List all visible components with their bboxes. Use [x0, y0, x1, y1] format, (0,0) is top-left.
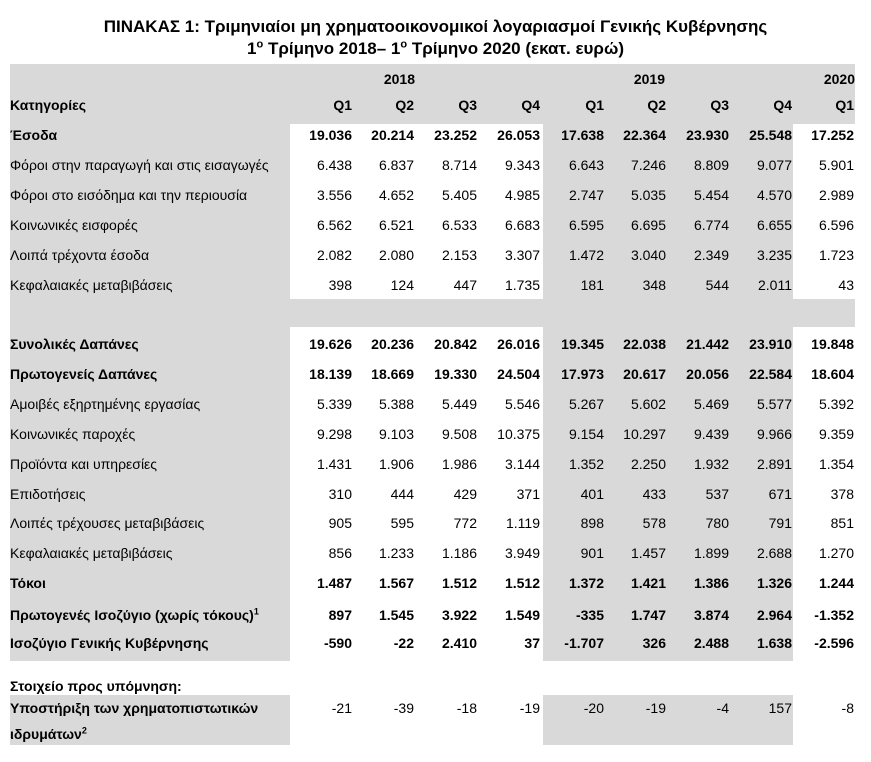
table-cell: 1.545 [378, 607, 414, 623]
table-cell: 378 [830, 486, 854, 502]
table-cell: 898 [580, 515, 604, 531]
table-cell: 17.973 [561, 366, 604, 382]
table-cell: 595 [390, 515, 414, 531]
table-cell: 19.345 [561, 336, 604, 352]
table-cell: 19.848 [811, 336, 854, 352]
table-cell: 6.595 [568, 217, 604, 233]
table-cell: 1.186 [441, 545, 477, 561]
table-cell: 1.567 [378, 575, 414, 591]
table-cell: 18.604 [811, 366, 854, 382]
shade-separator-band [290, 299, 855, 327]
memo-cell: -39 [393, 700, 414, 716]
table-cell: 10.375 [497, 426, 540, 442]
table-cell: 2.891 [756, 456, 792, 472]
memo-cell: -4 [716, 700, 729, 716]
row-label: Φόροι στην παραγωγή και στις εισαγωγές [10, 157, 269, 173]
table-cell: 18.669 [371, 366, 414, 382]
row-label: Συνολικές Δαπάνες [10, 336, 139, 352]
table-cell: -1.707 [564, 635, 604, 651]
memo-cell: -19 [645, 700, 666, 716]
table-cell: 1.549 [504, 607, 540, 623]
table-cell: 1.372 [568, 575, 604, 591]
memo-values-row [0, 693, 871, 723]
table-row [0, 449, 871, 479]
table-cell: 6.683 [504, 217, 540, 233]
table-cell: 6.643 [568, 157, 604, 173]
table-cell: 124 [390, 277, 414, 293]
table-cell: 1.472 [568, 247, 604, 263]
table-cell: 5.267 [568, 396, 604, 412]
table-cell: 23.910 [749, 336, 792, 352]
table-cell: 5.901 [818, 157, 854, 173]
row-label: Λοιπά τρέχοντα έσοδα [10, 247, 150, 263]
table-cell: 578 [642, 515, 666, 531]
memo-cell: -21 [331, 700, 352, 716]
table-cell: 1.986 [441, 456, 477, 472]
table-row [0, 600, 871, 630]
table-row [0, 389, 871, 419]
memo-cell: -18 [456, 700, 477, 716]
table-cell: 371 [516, 486, 540, 502]
memo-label-line1: Υποστήριξη των χρηματοπιστωτικών [10, 700, 259, 716]
table-cell: 6.774 [693, 217, 729, 233]
table-cell: 2.747 [568, 187, 604, 203]
table-cell: 2.080 [378, 247, 414, 263]
row-label: Πρωτογενείς Δαπάνες [10, 366, 158, 382]
row-label: Φόροι στο εισόδημα και την περιουσία [10, 187, 248, 203]
table-row [0, 568, 871, 598]
row-label: Ισοζύγιο Γενικής Κυβέρνησης [10, 635, 209, 651]
row-label: Επιδοτήσεις [10, 486, 86, 502]
table-cell: 772 [453, 515, 477, 531]
quarter-header: Q4 [521, 97, 540, 113]
table-cell: 10.297 [623, 426, 666, 442]
table-cell: 897 [328, 607, 352, 623]
table-cell: 851 [830, 515, 854, 531]
table-cell: 21.442 [686, 336, 729, 352]
table-cell: 6.438 [316, 157, 352, 173]
table-cell: 310 [328, 486, 352, 502]
table-cell: 20.214 [371, 127, 414, 143]
table-cell: 3.144 [504, 456, 540, 472]
row-label: Τόκοι [10, 575, 46, 591]
row-label: Κοινωνικές εισφορές [10, 217, 138, 233]
row-label: Έσοδα [10, 127, 58, 143]
table-cell: 1.932 [693, 456, 729, 472]
table-cell: 9.103 [378, 426, 414, 442]
table-row [0, 210, 871, 240]
table-cell: 4.985 [504, 187, 540, 203]
table-cell: 9.077 [756, 157, 792, 173]
table-cell: 1.735 [504, 277, 540, 293]
year-2019: 2019 [633, 71, 665, 87]
table-cell: 401 [580, 486, 604, 502]
table-cell: 2.964 [756, 607, 792, 623]
table-row [0, 538, 871, 568]
table-cell: 6.655 [756, 217, 792, 233]
table-cell: 37 [524, 635, 540, 651]
table-row [0, 270, 871, 300]
table-cell: 1.638 [756, 635, 792, 651]
table-cell: 181 [580, 277, 604, 293]
table-cell: 1.386 [693, 575, 729, 591]
table-cell: 433 [642, 486, 666, 502]
memo-cell: -19 [519, 700, 540, 716]
table-cell: 5.577 [756, 396, 792, 412]
table-cell: 1.352 [568, 456, 604, 472]
table-cell: 6.596 [818, 217, 854, 233]
table-cell: 1.723 [818, 247, 854, 263]
memo-label-line2: ιδρυμάτων$^2$ [10, 725, 87, 742]
row-label: Λοιπές τρέχουσες μεταβιβάσεις [10, 515, 205, 531]
table-cell: 9.966 [756, 426, 792, 442]
memo-cell: 157 [768, 700, 792, 716]
table-row [0, 479, 871, 509]
memo-cell: -20 [583, 700, 604, 716]
row-label: Προϊόντα και υπηρεσίες [10, 456, 158, 472]
table-cell: 23.252 [434, 127, 477, 143]
table-cell: 2.989 [818, 187, 854, 203]
table-cell: 1.233 [378, 545, 414, 561]
table-cell: 22.038 [623, 336, 666, 352]
table-cell: 2.082 [316, 247, 352, 263]
quarter-header: Q3 [710, 97, 729, 113]
table-cell: 20.842 [434, 336, 477, 352]
table-cell: 9.439 [693, 426, 729, 442]
quarter-header: Q1 [333, 97, 352, 113]
table-cell: 348 [642, 277, 666, 293]
table-cell: 1.119 [506, 515, 540, 531]
table-cell: 6.533 [441, 217, 477, 233]
table-cell: 6.837 [378, 157, 414, 173]
table-cell: 3.949 [504, 545, 540, 561]
table-cell: 9.298 [316, 426, 352, 442]
memo-row-line2 [0, 719, 871, 749]
table-cell: 8.714 [441, 157, 477, 173]
table-cell: 3.040 [630, 247, 666, 263]
table-cell: 2.410 [441, 635, 477, 651]
table-cell: 5.546 [504, 396, 540, 412]
table-cell: 20.617 [623, 366, 666, 382]
table-cell: -335 [575, 607, 604, 623]
table-cell: 19.036 [309, 127, 352, 143]
table-cell: 26.016 [497, 336, 540, 352]
table-cell: 1.244 [818, 575, 854, 591]
table-cell: 6.521 [378, 217, 414, 233]
table-cell: 5.454 [693, 187, 729, 203]
row-label: Κεφαλαιακές μεταβιβάσεις [10, 277, 173, 293]
quarter-header: Q1 [835, 97, 854, 113]
year-2020: 2020 [823, 71, 855, 87]
table-cell: -1.352 [814, 607, 854, 623]
table-row [0, 508, 871, 538]
table-cell: -590 [323, 635, 352, 651]
table-cell: 3.307 [504, 247, 540, 263]
quarter-header: Q3 [458, 97, 477, 113]
table-cell: 24.504 [497, 366, 540, 382]
table-cell: 901 [580, 545, 604, 561]
table-cell: 2.488 [693, 635, 729, 651]
table-cell: 43 [838, 277, 854, 293]
table-cell: 8.809 [693, 157, 729, 173]
table-cell: 5.388 [378, 396, 414, 412]
table-row [0, 628, 871, 658]
table-cell: -22 [393, 635, 414, 651]
table-cell: 2.349 [693, 247, 729, 263]
table-cell: 6.562 [316, 217, 352, 233]
table-cell: 25.548 [749, 127, 792, 143]
table-cell: 5.035 [630, 187, 666, 203]
quarter-header: Q2 [647, 97, 666, 113]
table-cell: 671 [768, 486, 792, 502]
table-cell: 544 [705, 277, 729, 293]
table-cell: 5.405 [441, 187, 477, 203]
table-row [0, 329, 871, 359]
table-cell: 326 [642, 635, 666, 651]
table-row [0, 120, 871, 150]
table-cell: 17.638 [561, 127, 604, 143]
year-2018: 2018 [383, 71, 415, 87]
table-row [0, 180, 871, 210]
table-cell: 18.139 [309, 366, 352, 382]
table-cell: 537 [705, 486, 729, 502]
table-cell: 4.570 [756, 187, 792, 203]
table-cell: 20.236 [371, 336, 414, 352]
table-cell: 429 [453, 486, 477, 502]
table-cell: 905 [328, 515, 352, 531]
table-cell: 9.359 [818, 426, 854, 442]
memo-heading: Στοιχείο προς υπόμνηση: [10, 678, 182, 694]
table-cell: 444 [390, 486, 414, 502]
table-cell: 1.270 [818, 545, 854, 561]
table-cell: 4.652 [378, 187, 414, 203]
table-row [0, 240, 871, 270]
table-cell: 17.252 [811, 127, 854, 143]
table-cell: 9.508 [441, 426, 477, 442]
table-cell: 5.602 [630, 396, 666, 412]
quarter-header: Q1 [585, 97, 604, 113]
table-cell: 5.392 [818, 396, 854, 412]
table-cell: 19.330 [434, 366, 477, 382]
table-cell: 9.154 [568, 426, 604, 442]
quarter-header: Q2 [395, 97, 414, 113]
table-cell: 398 [328, 277, 352, 293]
table-cell: 3.922 [441, 607, 477, 623]
row-label: Πρωτογενές Ισοζύγιο (χωρίς τόκους)$^1$ [10, 606, 259, 623]
table-cell: 7.246 [630, 157, 666, 173]
table-cell: 5.339 [316, 396, 352, 412]
table-cell: 20.056 [686, 366, 729, 382]
table-cell: 791 [768, 515, 792, 531]
table-cell: 5.449 [441, 396, 477, 412]
memo-cell: -8 [841, 700, 854, 716]
row-label: Κεφαλαιακές μεταβιβάσεις [10, 545, 173, 561]
table-cell: 1.512 [441, 575, 477, 591]
table-cell: 6.695 [630, 217, 666, 233]
row-label: Αμοιβές εξηρτημένης εργασίας [10, 396, 201, 412]
table-title: ΠΙΝΑΚΑΣ 1: Τριμηνιαίοι μη χρηματοοικονομικοί λογαριασμοί Γενικής Κυβέρνησης [103, 17, 768, 36]
table-subtitle: $1^o$ Τρίμηνο 2018– $1^o$ Τρίμηνο 2020 (εκατ. ευρώ) [247, 38, 624, 58]
row-label: Κοινωνικές παροχές [10, 426, 136, 442]
table-cell: 2.688 [756, 545, 792, 561]
table-cell: 22.364 [623, 127, 666, 143]
table-cell: 1.487 [316, 575, 352, 591]
table-cell: 2.250 [630, 456, 666, 472]
table-cell: 780 [705, 515, 729, 531]
table-cell: 23.930 [686, 127, 729, 143]
table-cell: 1.431 [316, 456, 352, 472]
table-cell: -2.596 [814, 635, 854, 651]
table-cell: 1.899 [693, 545, 729, 561]
table-cell: 3.874 [693, 607, 729, 623]
header-quarters-row [0, 90, 871, 120]
table-cell: 3.235 [756, 247, 792, 263]
table-cell: 1.512 [504, 575, 540, 591]
table-cell: 1.906 [378, 456, 414, 472]
quarter-header: Q4 [773, 97, 792, 113]
table-cell: 1.457 [630, 545, 666, 561]
table-cell: 1.747 [630, 607, 666, 623]
table-cell: 856 [328, 545, 352, 561]
table-cell: 1.421 [630, 575, 666, 591]
table-row [0, 150, 871, 180]
categories-header: Κατηγορίες [10, 97, 87, 113]
table-row [0, 359, 871, 389]
table-cell: 5.469 [693, 396, 729, 412]
table-cell: 1.354 [818, 456, 854, 472]
table-cell: 22.584 [749, 366, 792, 382]
table-cell: 19.626 [309, 336, 352, 352]
table-cell: 2.011 [758, 277, 792, 293]
table-cell: 447 [453, 277, 477, 293]
table-cell: 2.153 [441, 247, 477, 263]
table-cell: 26.053 [497, 127, 540, 143]
table-cell: 1.326 [756, 575, 792, 591]
table-cell: 3.556 [316, 187, 352, 203]
table-row [0, 419, 871, 449]
table-cell: 9.343 [504, 157, 540, 173]
